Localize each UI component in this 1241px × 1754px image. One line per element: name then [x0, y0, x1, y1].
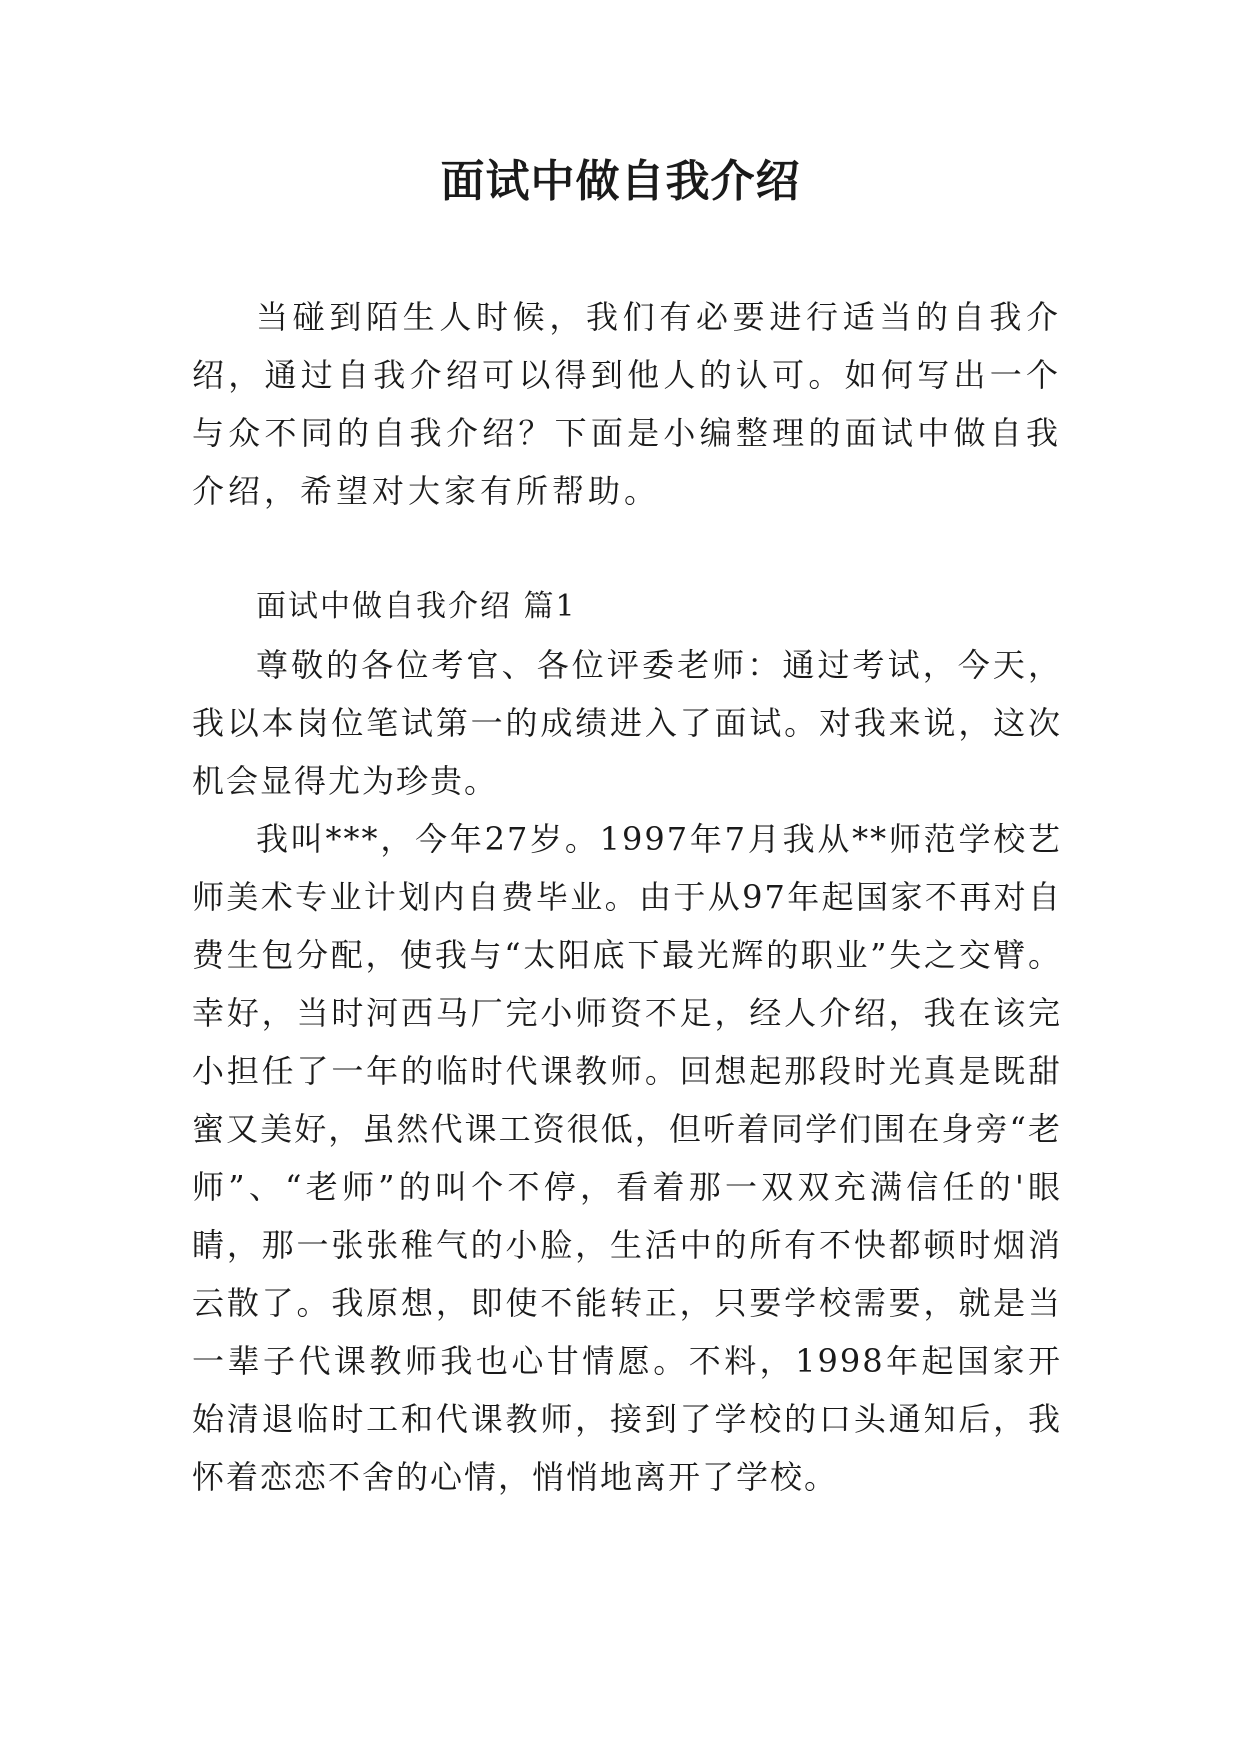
intro-paragraph: 当碰到陌生人时候，我们有必要进行适当的自我介绍，通过自我介绍可以得到他人的认可。如何写出一个与众不同的自我介绍？下面是小编整理的面试中做自我介绍，希望对大家有所帮助。 — [192, 298, 1062, 510]
body-paragraph-1: 尊敬的各位考官、各位评委老师：通过考试，今天，我以本岗位笔试第一的成绩进入了面试。对我来说，这次机会显得尤为珍贵。 — [192, 646, 1062, 800]
paragraph-gap — [192, 520, 1062, 578]
document-body — [192, 288, 1062, 1506]
document-title: 面试中做自我介绍 — [440, 156, 801, 207]
section-heading: 面试中做自我介绍 篇1 — [256, 589, 577, 624]
body-paragraph-2: 我叫***，今年27岁。1997年7月我从**师范学校艺师美术专业计划内自费毕业。由于从97年起国家不再对自费生包分配，使我与“太阳底下最光辉的职业”失之交臂。幸好，当时河西马厂完小师资不足，经人介绍，我在该完小担任了一年的临时代课教师。回想起那段时光真是既甜蜜又美好，虽然代课工资很低，但听着同学们围在身旁“老师”、“老师”的叫个不停，看着那一双双充满信任的'眼睛，那一张张稚气的小脸，生活中的所有不快都顿时烟消云散了。我原想，即使不能转正，只要学校需要，就是当一辈子代课教师我也心甘情愿。不料，1998年起国家开始清退临时工和代课教师，接到了学校的口头通知后，我怀着恋恋不舍的心情，悄悄地离开了学校。 — [192, 820, 1062, 1496]
